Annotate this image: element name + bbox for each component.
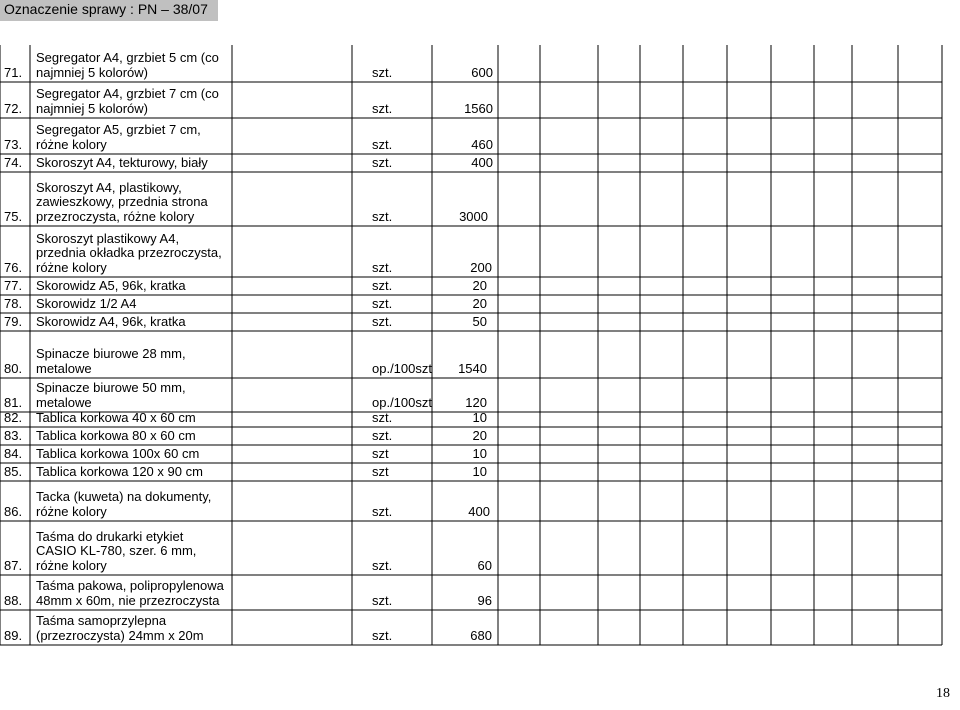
item-number: 77. <box>4 277 23 293</box>
item-number: 87. <box>4 557 23 573</box>
item-number: 78. <box>4 295 23 311</box>
item-quantity: 1540 <box>458 360 487 376</box>
item-description: Taśma samoprzylepna (przezroczysta) 24mm x 20m <box>36 613 204 643</box>
table-row <box>0 378 960 412</box>
item-description: Skoroszyt A4, plastikowy, zawieszkowy, przednia strona przezroczysta, różne kolory <box>36 179 208 224</box>
item-unit: szt. <box>372 208 393 224</box>
item-description: Tablica korkowa 120 x 90 cm <box>36 463 203 479</box>
table-row <box>0 154 960 172</box>
item-unit: szt. <box>372 409 393 425</box>
table-row <box>0 277 960 295</box>
item-quantity: 60 <box>477 557 492 573</box>
table-row <box>0 45 960 82</box>
table-row <box>0 226 960 277</box>
item-quantity: 10 <box>472 463 487 479</box>
table-row <box>0 445 960 463</box>
item-unit: szt. <box>372 313 393 329</box>
item-number: 76. <box>4 259 23 275</box>
item-quantity: 96 <box>477 592 492 608</box>
case-reference-header <box>0 0 218 21</box>
item-unit: szt. <box>372 259 393 275</box>
table-row <box>0 481 960 521</box>
item-description: Spinacze biurowe 50 mm, metalowe <box>36 380 186 410</box>
item-description: Tacka (kuweta) na dokumenty, różne kolory <box>36 489 212 519</box>
item-number: 83. <box>4 427 23 443</box>
item-quantity: 680 <box>470 627 492 643</box>
item-number: 75. <box>4 208 23 224</box>
item-unit: op./100szt <box>372 360 432 376</box>
item-unit: szt. <box>372 503 393 519</box>
item-description: Segregator A5, grzbiet 7 cm, różne kolory <box>36 122 201 152</box>
item-quantity: 10 <box>472 409 487 425</box>
item-unit: szt. <box>372 557 393 573</box>
item-number: 85. <box>4 463 23 479</box>
item-quantity: 10 <box>472 445 487 461</box>
table-row <box>0 427 960 445</box>
item-unit: szt. <box>372 277 393 293</box>
table-row <box>0 610 960 645</box>
item-description: Spinacze biurowe 28 mm, metalowe <box>36 346 186 376</box>
item-number: 79. <box>4 313 23 329</box>
item-number: 72. <box>4 100 23 116</box>
item-number: 84. <box>4 445 23 461</box>
table-row <box>0 295 960 313</box>
item-number: 74. <box>4 154 23 170</box>
item-quantity: 50 <box>472 313 487 329</box>
item-number: 82. <box>4 409 23 425</box>
item-unit: op./100szt <box>372 394 432 410</box>
item-quantity: 20 <box>472 277 487 293</box>
item-quantity: 400 <box>468 503 490 519</box>
item-number: 80. <box>4 360 23 376</box>
item-unit: szt. <box>372 136 393 152</box>
item-number: 71. <box>4 64 23 80</box>
item-description: Skoroszyt plastikowy A4, przednia okładka przezroczysta, różne kolory <box>36 230 222 275</box>
item-quantity: 200 <box>470 259 492 275</box>
item-quantity: 1560 <box>464 100 493 116</box>
item-description: Tablica korkowa 40 x 60 cm <box>36 409 196 425</box>
table-row <box>0 118 960 154</box>
item-number: 73. <box>4 136 23 152</box>
item-description: Skorowidz A5, 96k, kratka <box>36 277 186 293</box>
item-description: Tablica korkowa 100x 60 cm <box>36 445 200 461</box>
item-unit: szt <box>372 445 389 461</box>
item-unit: szt. <box>372 100 393 116</box>
table-row <box>0 82 960 118</box>
table-row <box>0 463 960 481</box>
item-number: 81. <box>4 394 23 410</box>
item-quantity: 20 <box>472 427 487 443</box>
item-description: Tablica korkowa 80 x 60 cm <box>36 427 196 443</box>
case-reference-text: Oznaczenie sprawy : PN – 38/07 <box>4 1 208 17</box>
item-number: 88. <box>4 592 23 608</box>
item-description: Taśma do drukarki etykiet CASIO KL-780, szer. 6 mm, różne kolory <box>36 528 197 573</box>
page-number: 18 <box>936 686 950 701</box>
item-description: Segregator A4, grzbiet 5 cm (co najmniej 5 kolorów) <box>36 50 219 80</box>
item-quantity: 20 <box>472 295 487 311</box>
table-row <box>0 521 960 575</box>
item-unit: szt. <box>372 64 393 80</box>
item-unit: szt. <box>372 592 393 608</box>
item-description: Segregator A4, grzbiet 7 cm (co najmniej 5 kolorów) <box>36 86 219 116</box>
table-row <box>0 331 960 378</box>
item-unit: szt. <box>372 154 393 170</box>
table-row <box>0 172 960 226</box>
item-description: Skoroszyt A4, tekturowy, biały <box>36 154 208 170</box>
item-quantity: 120 <box>465 394 487 410</box>
table-row <box>0 313 960 331</box>
item-description: Skorowidz A4, 96k, kratka <box>36 313 186 329</box>
item-unit: szt <box>372 463 389 479</box>
item-number: 89. <box>4 627 23 643</box>
item-unit: szt. <box>372 627 393 643</box>
item-number: 86. <box>4 503 23 519</box>
item-unit: szt. <box>372 427 393 443</box>
item-description: Taśma pakowa, polipropylenowa 48mm x 60m, nie przezroczysta <box>36 578 224 608</box>
item-quantity: 460 <box>471 136 493 152</box>
table-row <box>0 575 960 610</box>
item-unit: szt. <box>372 295 393 311</box>
item-quantity: 3000 <box>459 208 488 224</box>
item-quantity: 600 <box>471 64 493 80</box>
item-quantity: 400 <box>471 154 493 170</box>
item-description: Skorowidz 1/2 A4 <box>36 295 137 311</box>
table-row <box>0 409 960 427</box>
